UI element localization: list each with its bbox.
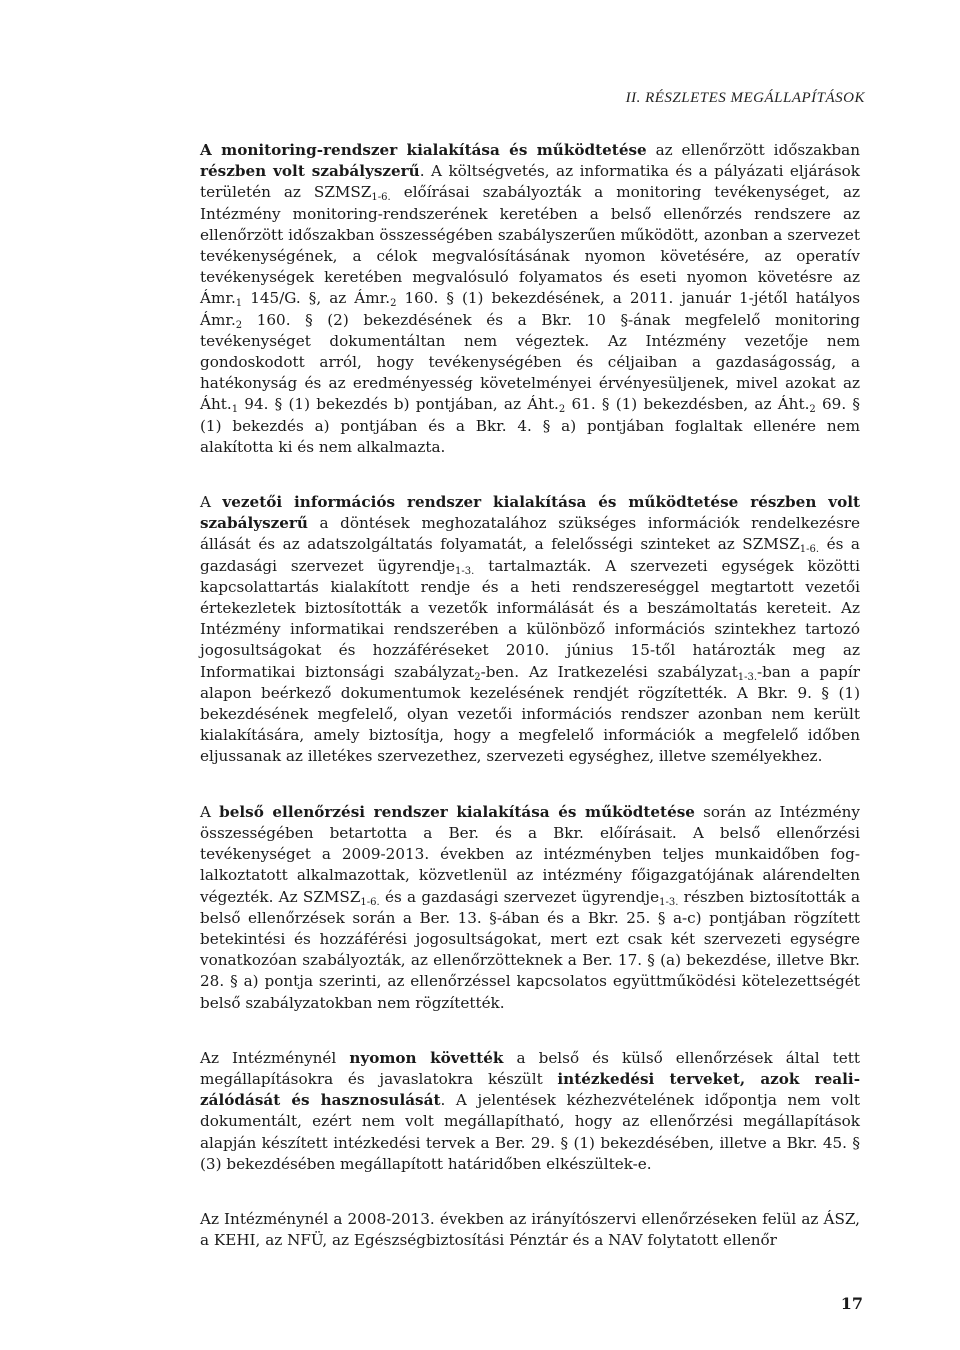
- subscript: 1-6.: [371, 192, 391, 204]
- paragraph-internal-audit: [200, 802, 860, 1014]
- bold-text: belső ellenőrzési rendszer kialakítása és működtetése: [219, 802, 695, 821]
- text-run: során az Intézmény összességében betartotta a Ber. és a Bkr. előírásait. A belső ellenőrzési tevékenységet a 2009-2013. években az intézményben teljes munkaidőben foglalkoztatott alkalmazottak, közvetlenül az intézmény főigazgatójának alárendelten végezték. Az SZMSZ: [200, 802, 861, 906]
- subscript: 1-3.: [455, 565, 475, 577]
- paragraph-external-audits: [200, 1209, 860, 1251]
- text-run: 160. § (2) bekezdésének és a Bkr. 10 §-ának megfelelő monitoring tevékenységet dokumentáltan nem végeztek. Az Intézmény vezetője nem gondoskodott arról, hogy tevékenységében és céljaiban a gazdaságosság, a hatékonyság és az eredményesség követelményei érvényesüljenek, mivel azokat az Áht.: [200, 310, 860, 414]
- subscript: 2: [390, 298, 397, 310]
- bold-text: intézkedési terveket, azok realizálódását és hasznosulását: [200, 1069, 860, 1110]
- subscript: 1-6.: [799, 544, 820, 556]
- subscript: 1-6.: [360, 896, 380, 908]
- subscript: 1: [235, 298, 243, 310]
- subscript: 2: [558, 404, 566, 416]
- paragraph-monitoring: [200, 140, 860, 458]
- text-run: és a gazdasági szervezet ügyrendje: [200, 535, 860, 575]
- section-header: II. RÉSZLETES MEGÁLLAPÍTÁSOK: [625, 90, 865, 106]
- text-run: és a gazdasági szervezet ügyrendje: [379, 887, 660, 906]
- paragraph-management-info-system: [200, 492, 860, 768]
- bold-text: nyomon követték: [349, 1048, 504, 1067]
- text-run: az ellenőrzött időszakban: [646, 141, 860, 159]
- subscript: 1-3.: [659, 896, 679, 908]
- text-run: előírásai szabályozták a monitoring tevékenységet, az Intézmény monitoring-rendszerének keretében a belső ellenőrzés rendszere az ellenőrzött időszakban összességében szabályszerűen működött, azonban a szervezet tevékenységének, a célok megvalósításának nyomon követésére, az operatív tevékenységek keretében megvalósuló folyamatos és eseti nyomon követésre az Ámr.: [200, 183, 861, 308]
- text-run: 61. § (1) bekezdésben, az Áht.: [565, 395, 810, 414]
- text-run: részben biztosították a belső ellenőrzések során a Ber. 13. §-ában és a Bkr. 25. § a-c) pontjában rögzített betekintési és hozzáférési jogosultságokat, mert ezt csak két szervezeti egységre vonatkozóan szabályozták, az ellenőrzötteknek a Ber. 17. § (a) bekezdése, illetve Bkr. 28. § a) pontja szerinti, az ellenőrzéssel kapcsolatos együttműködési kötelezettségét belső szabályzatokban nem rögzítették.: [200, 887, 861, 1012]
- text-run: a döntések meghozatalához szükséges információk rendelkezésre állását és az adatszolgáltatás folyamatát, a felelősségi szinteket az SZMSZ: [200, 514, 860, 554]
- bold-text: vezetői információs rendszer kialakítása és működtetése részben volt szabályszerű: [200, 493, 861, 533]
- subscript: 1: [231, 404, 239, 416]
- subscript: 2: [235, 319, 243, 331]
- text-run: 94. § (1) bekezdés b) pontjában, az Áht.: [238, 395, 559, 414]
- paragraph-follow-up: [200, 1048, 860, 1175]
- bold-text: A monitoring-rendszer kialakítása és működtetése: [200, 141, 647, 159]
- page-number: 17: [840, 1294, 863, 1313]
- subscript: 1-3.: [737, 671, 758, 683]
- subscript: 2: [474, 671, 481, 683]
- text-run: Az Intézménynél a 2008-2013. években az irányítószervi ellenőrzéseken felül az ÁSZ, a KEHI, az NFÜ, az Egészségbiztosítási Pénztár és a NAV folytatott ellenőr: [200, 1209, 860, 1250]
- text-run: . A jelentések kézhezvételének időpontja nem volt dokumentált, ezért nem volt megállapítható, hogy az ellenőrzési megállapítások alapján készített intézkedési tervek a Ber. 29. § (1) bekezdésében, illetve a Bkr. 45. § (3) bekezdésében megállapított határidőben elkészültek-e.: [200, 1091, 860, 1173]
- text-run: A: [200, 493, 223, 512]
- text-run: -ben. Az Iratkezelési szabályzat: [480, 662, 738, 681]
- text-run: a belső és külső ellenőrzések által tett megállapításokra és javaslatokra készült: [200, 1048, 860, 1088]
- text-run: tartalmazták. A szervezeti egységek közötti kapcsolattartás kialakított rendje és a heti rendszereséggel megtartott vezetői értekezletek biztosították a vezetők informálását és a beszámoltatás kereteit. Az Intézmény informatikai rendszerében a különböző információs szintekhez tartozó jogosultságokat és hozzáféréseket 2010. június 15-től határozták meg az Informatikai biztonsági szabályzat: [200, 556, 860, 681]
- text-run: . A költségvetés, az informatika és a pályázati eljárások területén az SZMSZ: [200, 162, 860, 202]
- text-run: 69. § (1) bekezdés a) pontjában és a Bkr. 4. § a) pontjában foglaltak ellenére nem alakította ki és nem alkalmazta.: [200, 395, 860, 456]
- document-body: [200, 140, 860, 1285]
- text-run: 145/G. §, az Ámr.: [242, 289, 391, 308]
- text-run: 160. § (1) bekezdésének, a 2011. január 1-jétől hatályos Ámr.: [200, 289, 860, 329]
- subscript: 2: [809, 404, 816, 416]
- text-run: Az Intézménynél: [200, 1048, 350, 1067]
- text-run: A: [200, 802, 220, 821]
- bold-text: részben volt szabályszerű: [200, 162, 420, 181]
- text-run: -ban a papír alapon beérkező dokumentumok kezelésének rendjét rögzítették. A Bkr. 9. § (1) bekezdésének megfelelő, olyan vezetői információs rendszer azonban nem került kialakítására, amely biztosítja, hogy a megfelelő információk a megfelelő időben eljussanak az illetékes szervezethez, szervezeti egységhez, illetve személyekhez.: [200, 662, 860, 766]
